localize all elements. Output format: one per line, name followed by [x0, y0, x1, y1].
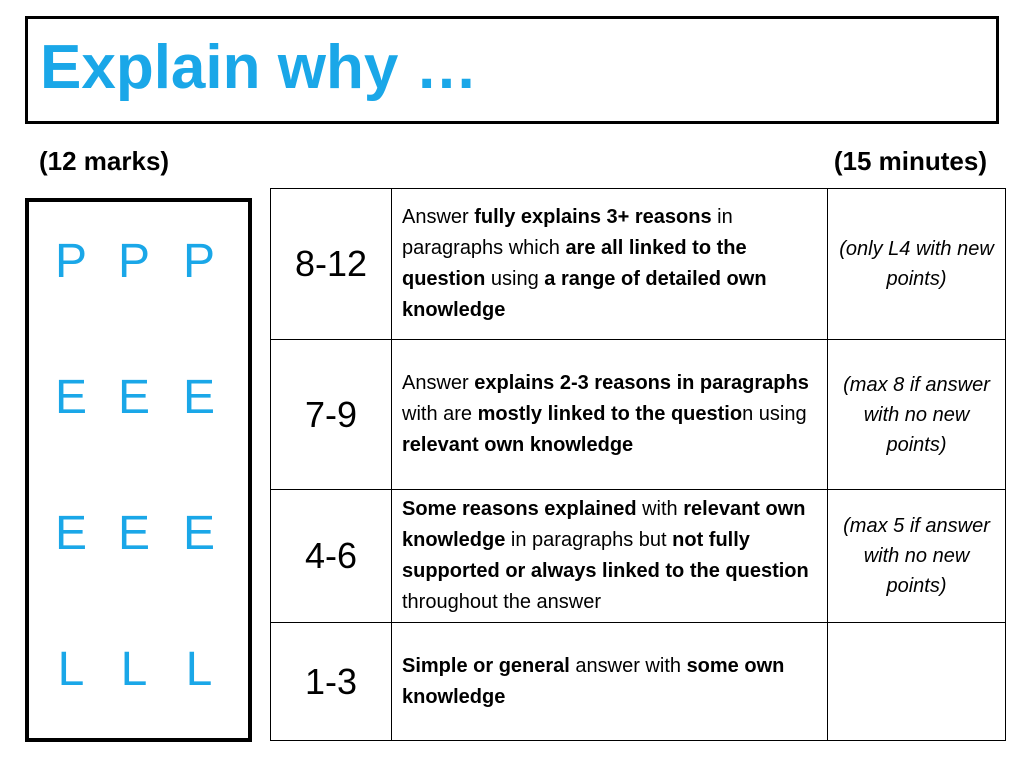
bold-text: are all linked to the question [402, 237, 747, 290]
peel-letter: P [182, 235, 215, 288]
text-run: in paragraphs but [505, 529, 673, 551]
title-box [25, 16, 999, 124]
bold-text: relevant own knowledge [402, 434, 634, 456]
level-note: (only L4 with new points) [828, 189, 1006, 340]
mark-scheme-table [270, 188, 1006, 741]
mark-range: 4-6 [271, 490, 392, 623]
bold-text: Some reasons explained [402, 498, 637, 520]
marks-label: (12 marks) [39, 146, 170, 176]
table-row [271, 340, 1006, 490]
peel-row-l [29, 640, 248, 700]
peel-letter: L [57, 643, 85, 696]
text-run: with [636, 498, 684, 520]
text-run: answer with [569, 654, 687, 677]
level-note [828, 623, 1006, 741]
peel-letter: E [182, 507, 215, 560]
peel-row-e [29, 368, 248, 428]
text-run: n using [742, 403, 807, 425]
bold-text: fully explains 3+ reasons [474, 206, 712, 228]
mark-range: 7-9 [271, 340, 392, 490]
peel-row-e2 [29, 504, 248, 564]
text-run: using [485, 268, 545, 290]
bold-text: relevant own knowledge [402, 498, 806, 551]
level-description [392, 340, 828, 490]
peel-letter: E [117, 371, 150, 424]
text-run: Answer [402, 372, 475, 394]
peel-letter: E [54, 371, 87, 424]
text-run: with are [402, 403, 478, 425]
level-description [392, 623, 828, 741]
mark-range: 8-12 [271, 189, 392, 340]
mark-range: 1-3 [271, 623, 392, 741]
peel-letter: L [185, 643, 213, 696]
level-description [392, 189, 828, 340]
peel-letter: E [117, 507, 150, 560]
bold-text: mostly linked to the questio [477, 403, 743, 425]
bold-text: not fully supported or always linked to the question [402, 529, 809, 582]
bold-text: explains 2-3 reasons in paragraphs [474, 372, 809, 394]
table-row [271, 490, 1006, 623]
level-note: (max 5 if answer with no new points) [828, 490, 1006, 623]
slide-title: Explain why … [40, 33, 478, 102]
peel-letter: L [120, 643, 148, 696]
peel-row-p [29, 232, 248, 292]
level-note: (max 8 if answer with no new points) [828, 340, 1006, 490]
peel-letter: E [182, 371, 215, 424]
bold-text: Simple or general [402, 654, 570, 677]
bold-text: some own knowledge [402, 654, 785, 708]
minutes-label: (15 minutes) [833, 146, 987, 176]
peel-letter: P [117, 235, 150, 288]
table-row [271, 623, 1006, 741]
peel-box [25, 198, 252, 742]
text-run: Answer [402, 206, 475, 228]
peel-letter: P [54, 235, 87, 288]
bold-text: a range of detailed own knowledge [402, 268, 767, 321]
text-run: throughout the answer [402, 591, 602, 613]
peel-letter: E [54, 507, 87, 560]
level-description [392, 490, 828, 623]
text-run: in paragraphs which [402, 206, 733, 259]
table-row [271, 189, 1006, 340]
